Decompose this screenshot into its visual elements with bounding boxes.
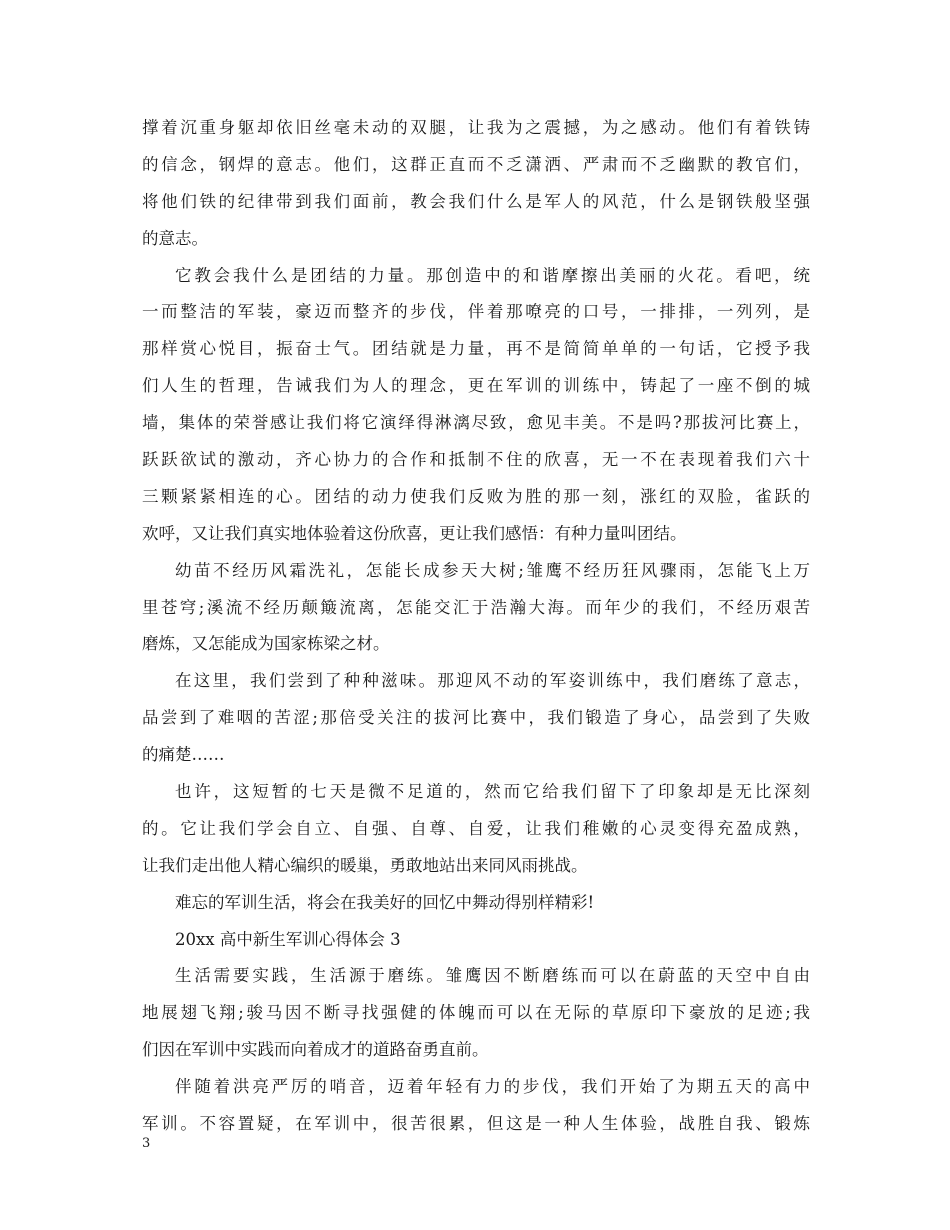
text-line: 里苍穹;溪流不经历颠簸流离，怎能交汇于浩瀚大海。而年少的我们，不经历艰苦 <box>142 597 810 617</box>
text-line: 们人生的哲理，告诫我们为人的理念，更在军训的训练中，铸起了一座不倒的城 <box>142 376 810 396</box>
page-number: 3 <box>142 1136 151 1151</box>
text-line: 们因在军训中实践而向着成才的道路奋勇直前。 <box>142 1040 489 1060</box>
section-heading: 20xx 高中新生军训心得体会 3 <box>175 929 401 949</box>
paragraph-first-line: 它教会我什么是团结的力量。那创造中的和谐摩擦出美丽的火花。看吧，统 <box>175 265 810 285</box>
text-line: 三颗紧紧相连的心。团结的动力使我们反败为胜的那一刻，涨红的双脸，雀跃的 <box>142 486 810 506</box>
text-line: 将他们铁的纪律带到我们面前，教会我们什么是军人的风范，什么是钢铁般坚强 <box>142 191 810 211</box>
paragraph-first-line: 幼苗不经历风霜洗礼，怎能长成参天大树;雏鹰不经历狂风骤雨，怎能飞上万 <box>175 560 810 580</box>
text-line: 一而整洁的军装，豪迈而整齐的步伐，伴着那嘹亮的口号，一排排，一列列，是 <box>142 302 810 322</box>
text-line: 的意志。 <box>142 228 208 248</box>
text-line: 品尝到了难咽的苦涩;那倍受关注的拔河比赛中，我们锻造了身心，品尝到了失败 <box>142 708 810 728</box>
text-line: 墙，集体的荣誉感让我们将它演绎得淋漓尽致，愈见丰美。不是吗?那拔河比赛上， <box>142 413 810 433</box>
text-line: 撑着沉重身躯却依旧丝毫未动的双腿，让我为之震撼，为之感动。他们有着铁铸 <box>142 118 810 137</box>
paragraph-first-line: 伴随着洪亮严厉的哨音，迈着年轻有力的步伐，我们开始了为期五天的高中 <box>175 1077 810 1097</box>
paragraph-first-line: 在这里，我们尝到了种种滋味。那迎风不动的军姿训练中，我们磨练了意志， <box>175 671 810 691</box>
text-line: 的信念，钢焊的意志。他们，这群正直而不乏潇洒、严肃而不乏幽默的教官们， <box>142 154 810 174</box>
text-line: 磨炼，又怎能成为国家栋梁之材。 <box>142 634 390 654</box>
text-line: 让我们走出他人精心编织的暖巢，勇敢地站出来同风雨挑战。 <box>142 855 588 875</box>
paragraph-first-line: 生活需要实践，生活源于磨练。雏鹰因不断磨练而可以在蔚蓝的天空中自由 <box>175 966 810 986</box>
text-line: 跃跃欲试的激动，齐心协力的合作和抵制不住的欣喜，无一不在表现着我们六十 <box>142 450 810 470</box>
text-line: 那样赏心悦目，振奋士气。团结就是力量，再不是简简单单的一句话，它授予我 <box>142 339 810 359</box>
text-line: 的。它让我们学会自立、自强、自尊、自爱，让我们稚嫩的心灵变得充盈成熟， <box>142 818 810 838</box>
text-line: 欢呼，又让我们真实地体验着这份欣喜，更让我们感悟：有种力量叫团结。 <box>142 523 687 543</box>
text-line: 的痛楚…… <box>142 745 225 765</box>
document-body <box>142 110 810 1143</box>
paragraph-first-line: 也许，这短暂的七天是微不足道的，然而它给我们留下了印象却是无比深刻 <box>175 782 810 802</box>
paragraph-first-line: 难忘的军训生活，将会在我美好的回忆中舞动得别样精彩! <box>175 892 595 912</box>
text-line: 军训。不容置疑，在军训中，很苦很累，但这是一种人生体验，战胜自我、锻炼 <box>142 1114 810 1134</box>
text-line: 地展翅飞翔;骏马因不断寻找强健的体魄而可以在无际的草原印下豪放的足迹;我 <box>142 1003 810 1023</box>
